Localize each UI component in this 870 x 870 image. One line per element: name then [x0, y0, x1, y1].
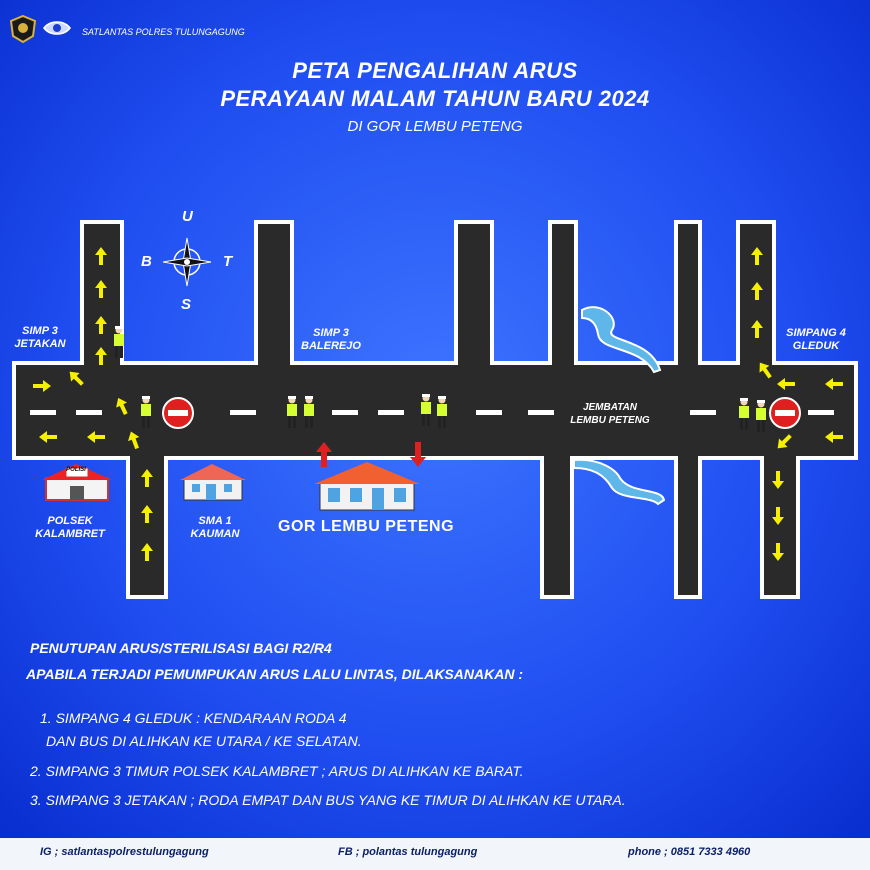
label-jembatan: JEMBATAN LEMBU PETENG — [570, 402, 650, 426]
footer-phone: phone ; 0851 7333 4960 — [628, 846, 751, 858]
info-head-1: PENUTUPAN ARUS/STERILISASI BAGI R2/R4 — [30, 640, 332, 656]
label-sma: SMA 1 KAUMAN — [190, 515, 240, 540]
info-item1-line1: 1. SIMPANG 4 GLEDUK : KENDARAAN RODA 4 — [40, 710, 347, 726]
police-emblem-icon — [8, 14, 38, 44]
label-simp3-balerejo: SIMP 3 BALEREJO — [301, 327, 361, 352]
subtitle: DI GOR LEMBU PETENG — [347, 118, 523, 135]
footer-facebook: FB ; polantas tulungagung — [338, 846, 478, 858]
label-polsek: POLSEK KALAMBRET — [35, 515, 105, 540]
info-item2: 2. SIMPANG 3 TIMUR POLSEK KALAMBRET ; ARUS DI ALIHKAN KE BARAT. — [30, 763, 524, 779]
title-line1: PETA PENGALIHAN ARUS — [292, 58, 578, 83]
label-gor: GOR LEMBU PETENG — [278, 518, 455, 535]
no-entry-sign-east — [770, 398, 800, 428]
info-head-2: APABILA TERJADI PEMUMPUKAN ARUS LALU LINTAS, DILAKSANAKAN : — [26, 666, 523, 682]
title-line2: PERAYAAN MALAM TAHUN BARU 2024 — [220, 86, 650, 111]
no-entry-sign-west — [163, 398, 193, 428]
label-simpang4-gleduk: SIMPANG 4 GLEDUK — [786, 327, 846, 352]
footer-instagram: IG ; satlantaspolrestulungagung — [40, 846, 209, 858]
info-item3: 3. SIMPANG 3 JETAKAN ; RODA EMPAT DAN BUS YANG KE TIMUR DI ALIHKAN KE UTARA. — [30, 792, 626, 808]
header-brand: SATLANTAS POLRES TULUNGAGUNG — [82, 27, 245, 37]
compass-north: U — [182, 208, 193, 225]
compass-south: S — [181, 296, 192, 313]
compass-west: B — [141, 253, 152, 270]
compass-east: T — [223, 253, 233, 270]
label-simp3-jetakan: SIMP 3 JETAKAN — [14, 325, 66, 350]
polsek-sign: POLISI — [66, 467, 86, 473]
info-item1-line2: DAN BUS DI ALIHKAN KE UTARA / KE SELATAN. — [46, 733, 362, 749]
satlantas-emblem-icon — [42, 16, 72, 42]
